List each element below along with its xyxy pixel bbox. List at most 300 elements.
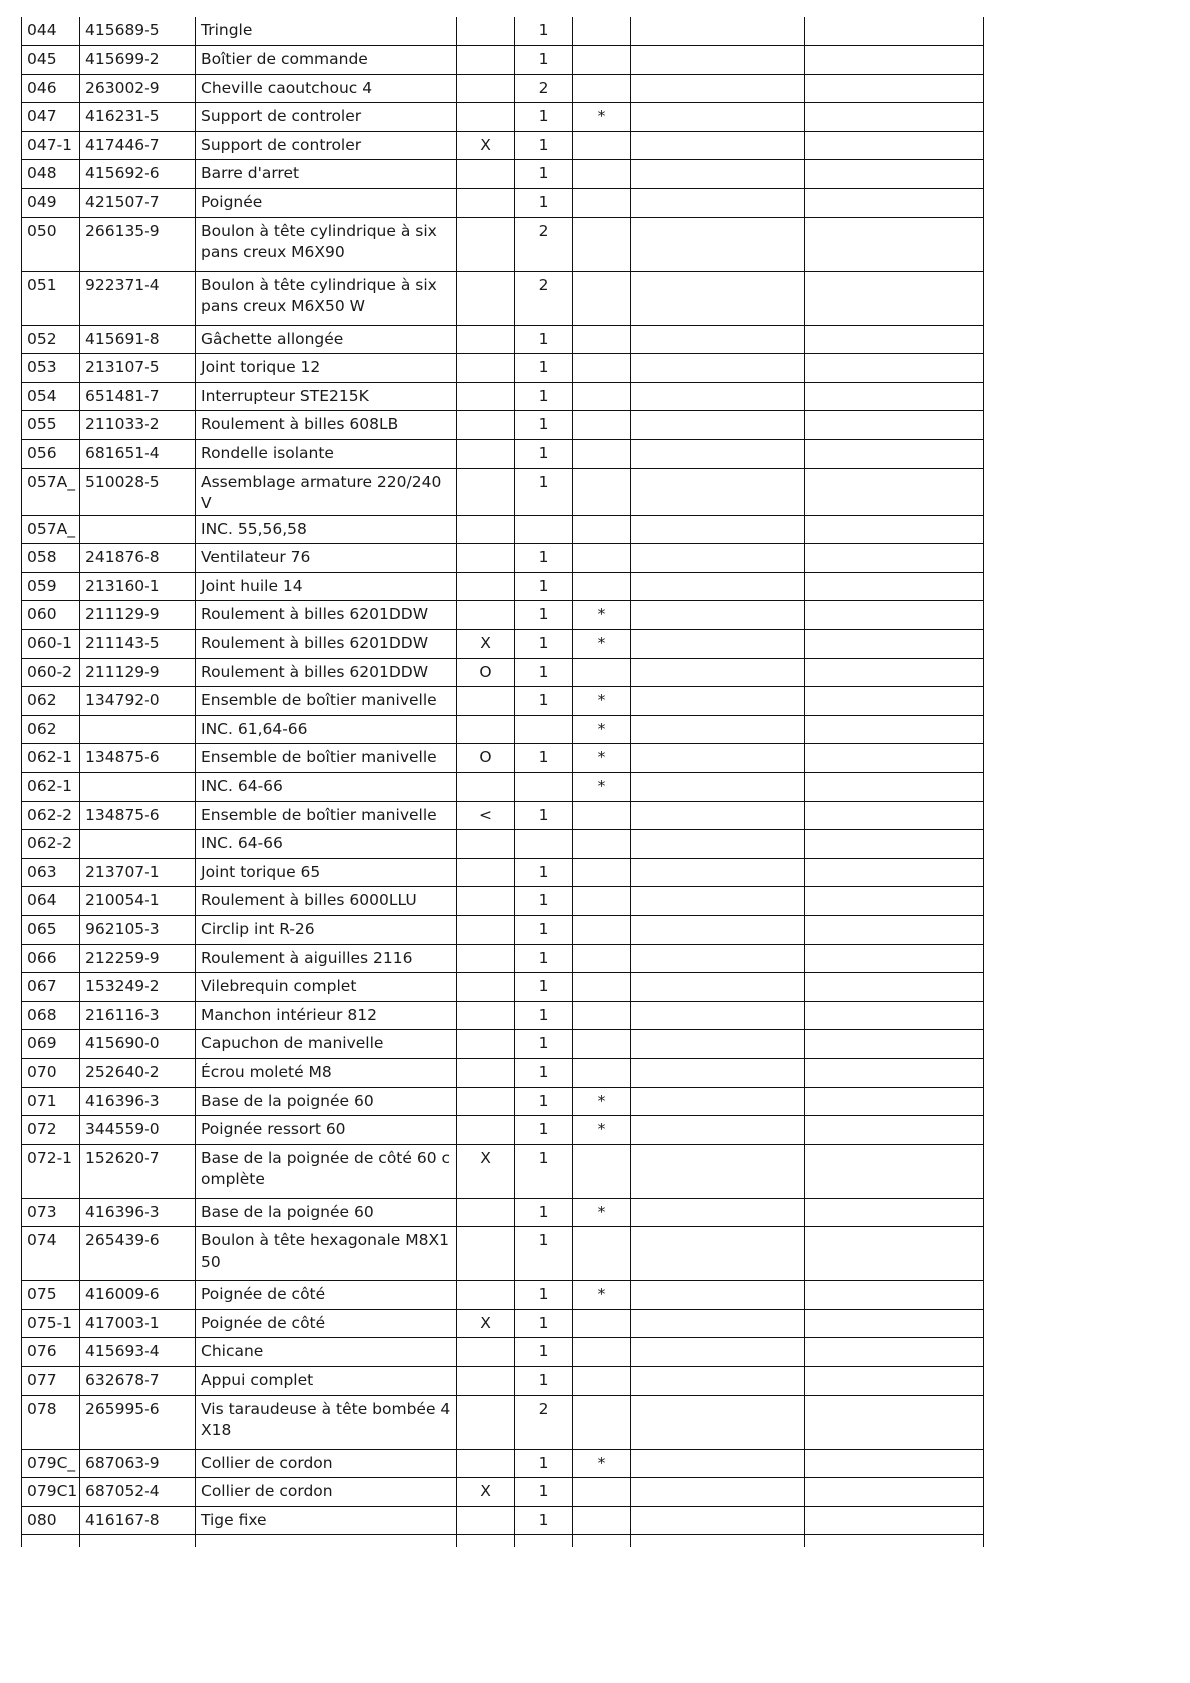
parts-table: [21, 17, 984, 1547]
note-mark-cell: [573, 944, 631, 973]
ref-number-cell: 060: [22, 601, 80, 630]
quantity-cell: 1: [515, 1309, 573, 1338]
blank-cell: [631, 271, 805, 325]
table-row: [22, 858, 984, 887]
description-cell: Écrou moleté M8: [196, 1058, 457, 1087]
variant-mark-cell: [457, 1087, 515, 1116]
blank-cell: [631, 1395, 805, 1449]
part-number-cell: 415692-6: [80, 160, 196, 189]
variant-mark-cell: [457, 1338, 515, 1367]
table-row: [22, 1367, 984, 1396]
variant-mark-cell: [457, 1058, 515, 1087]
variant-mark-cell: X: [457, 1309, 515, 1338]
part-number-cell: 415689-5: [80, 17, 196, 46]
note-mark-cell: [573, 1395, 631, 1449]
blank-cell: [805, 515, 984, 544]
variant-mark-cell: X: [457, 1478, 515, 1507]
variant-mark-cell: [457, 572, 515, 601]
quantity-cell: 1: [515, 915, 573, 944]
variant-mark-cell: [457, 944, 515, 973]
variant-mark-cell: [457, 189, 515, 218]
ref-number-cell: 053: [22, 354, 80, 383]
blank-cell: [805, 1449, 984, 1478]
table-row: [22, 687, 984, 716]
quantity-cell: [515, 515, 573, 544]
note-mark-cell: [573, 1367, 631, 1396]
blank-cell: [805, 1367, 984, 1396]
blank-cell: [805, 658, 984, 687]
description-cell: Assemblage armature 220/240V: [196, 468, 457, 515]
quantity-cell: 1: [515, 601, 573, 630]
blank-cell: [631, 382, 805, 411]
quantity-cell: 1: [515, 858, 573, 887]
ref-number-cell: 078: [22, 1395, 80, 1449]
note-mark-cell: [573, 1058, 631, 1087]
blank-cell: [805, 1116, 984, 1145]
parts-list-sheet: [21, 17, 984, 1547]
variant-mark-cell: O: [457, 658, 515, 687]
blank-cell: [631, 1058, 805, 1087]
note-mark-cell: *: [573, 715, 631, 744]
blank-cell: [631, 1198, 805, 1227]
description-cell: INC. 61,64-66: [196, 715, 457, 744]
variant-mark-cell: X: [457, 1144, 515, 1198]
blank-cell: [805, 1227, 984, 1281]
note-mark-cell: [573, 915, 631, 944]
ref-number-cell: 071: [22, 1087, 80, 1116]
variant-mark-cell: [457, 1030, 515, 1059]
variant-mark-cell: [457, 46, 515, 75]
blank-cell: [631, 440, 805, 469]
description-cell: Collier de cordon: [196, 1478, 457, 1507]
variant-mark-cell: [457, 1367, 515, 1396]
blank-cell: [805, 1395, 984, 1449]
quantity-cell: 1: [515, 1449, 573, 1478]
variant-mark-cell: [457, 973, 515, 1002]
description-cell: Poignée: [196, 189, 457, 218]
blank-cell: [805, 601, 984, 630]
part-number-cell: [80, 715, 196, 744]
quantity-cell: 1: [515, 440, 573, 469]
blank-cell: [631, 189, 805, 218]
quantity-cell: 1: [515, 103, 573, 132]
quantity-cell: 1: [515, 744, 573, 773]
blank-cell: [805, 46, 984, 75]
description-cell: Roulement à billes 6000LLU: [196, 887, 457, 916]
table-row: [22, 1087, 984, 1116]
blank-cell: [631, 630, 805, 659]
quantity-cell: 1: [515, 382, 573, 411]
table-row: [22, 1144, 984, 1198]
table-row: [22, 715, 984, 744]
table-row: [22, 17, 984, 46]
variant-mark-cell: [457, 217, 515, 271]
ref-number-cell: 062-2: [22, 801, 80, 830]
variant-mark-cell: X: [457, 131, 515, 160]
table-row: [22, 1227, 984, 1281]
blank-cell: [631, 1338, 805, 1367]
ref-number-cell: 048: [22, 160, 80, 189]
table-row: [22, 103, 984, 132]
ref-number-cell: 044: [22, 17, 80, 46]
table-row: [22, 1309, 984, 1338]
variant-mark-cell: [457, 17, 515, 46]
table-row: [22, 973, 984, 1002]
description-cell: Poignée ressort 60: [196, 1116, 457, 1145]
part-number-cell: 416167-8: [80, 1506, 196, 1535]
quantity-cell: 1: [515, 46, 573, 75]
description-cell: Boulon à tête hexagonale M8X150: [196, 1227, 457, 1281]
description-cell: Joint torique 12: [196, 354, 457, 383]
table-row: [22, 1395, 984, 1449]
note-mark-cell: [573, 515, 631, 544]
description-cell: Support de controler: [196, 103, 457, 132]
blank-cell: [805, 1001, 984, 1030]
description-cell: Roulement à billes 6201DDW: [196, 658, 457, 687]
note-mark-cell: [573, 189, 631, 218]
blank-cell: [631, 601, 805, 630]
table-row: [22, 630, 984, 659]
description-cell: Poignée de côté: [196, 1281, 457, 1310]
blank-cell: [805, 131, 984, 160]
variant-mark-cell: [457, 74, 515, 103]
description-cell: Ventilateur 76: [196, 544, 457, 573]
blank-cell: [631, 1087, 805, 1116]
variant-mark-cell: [457, 1281, 515, 1310]
quantity-cell: 1: [515, 630, 573, 659]
description-cell: Vilebrequin complet: [196, 973, 457, 1002]
description-cell: Base de la poignée 60: [196, 1087, 457, 1116]
ref-number-cell: 047: [22, 103, 80, 132]
part-number-cell: 212259-9: [80, 944, 196, 973]
note-mark-cell: [573, 887, 631, 916]
part-number-cell: 416231-5: [80, 103, 196, 132]
ref-number-cell: 075: [22, 1281, 80, 1310]
part-number-cell: 415693-4: [80, 1338, 196, 1367]
quantity-cell: 1: [515, 687, 573, 716]
note-mark-cell: [573, 271, 631, 325]
variant-mark-cell: [457, 382, 515, 411]
note-mark-cell: [573, 46, 631, 75]
note-mark-cell: *: [573, 1116, 631, 1145]
part-number-cell: 415690-0: [80, 1030, 196, 1059]
blank-cell: [631, 772, 805, 801]
description-cell: Barre d'arret: [196, 160, 457, 189]
ref-number-cell: 072-1: [22, 1144, 80, 1198]
variant-mark-cell: [457, 687, 515, 716]
ref-number-cell: 046: [22, 74, 80, 103]
ref-number-cell: 062: [22, 687, 80, 716]
quantity-cell: 1: [515, 1087, 573, 1116]
blank-cell: [805, 1309, 984, 1338]
blank-cell: [805, 411, 984, 440]
description-cell: INC. 64-66: [196, 772, 457, 801]
quantity-cell: [515, 830, 573, 859]
ref-number-cell: 076: [22, 1338, 80, 1367]
continuation-cell: [631, 1535, 805, 1547]
variant-mark-cell: X: [457, 630, 515, 659]
note-mark-cell: [573, 1478, 631, 1507]
note-mark-cell: *: [573, 1198, 631, 1227]
description-cell: Boîtier de commande: [196, 46, 457, 75]
table-row: [22, 944, 984, 973]
description-cell: Cheville caoutchouc 4: [196, 74, 457, 103]
note-mark-cell: *: [573, 103, 631, 132]
part-number-cell: 962105-3: [80, 915, 196, 944]
quantity-cell: 1: [515, 131, 573, 160]
table-row: [22, 1478, 984, 1507]
description-cell: Vis taraudeuse à tête bombée 4X18: [196, 1395, 457, 1449]
quantity-cell: 1: [515, 160, 573, 189]
part-number-cell: 415691-8: [80, 325, 196, 354]
blank-cell: [805, 744, 984, 773]
quantity-cell: 1: [515, 1116, 573, 1145]
blank-cell: [805, 572, 984, 601]
note-mark-cell: [573, 160, 631, 189]
part-number-cell: 134792-0: [80, 687, 196, 716]
table-row: [22, 1001, 984, 1030]
table-row: [22, 887, 984, 916]
note-mark-cell: [573, 1227, 631, 1281]
table-row: [22, 1506, 984, 1535]
blank-cell: [631, 887, 805, 916]
blank-cell: [631, 354, 805, 383]
ref-number-cell: 077: [22, 1367, 80, 1396]
quantity-cell: 1: [515, 1198, 573, 1227]
table-row: [22, 515, 984, 544]
quantity-cell: 1: [515, 325, 573, 354]
note-mark-cell: *: [573, 744, 631, 773]
blank-cell: [631, 1227, 805, 1281]
table-row: [22, 74, 984, 103]
ref-number-cell: 060-1: [22, 630, 80, 659]
variant-mark-cell: [457, 468, 515, 515]
quantity-cell: 1: [515, 544, 573, 573]
blank-cell: [805, 830, 984, 859]
blank-cell: [805, 1506, 984, 1535]
parts-table-body: [22, 17, 984, 1547]
blank-cell: [631, 103, 805, 132]
quantity-cell: 2: [515, 74, 573, 103]
part-number-cell: 421507-7: [80, 189, 196, 218]
note-mark-cell: [573, 544, 631, 573]
table-row: [22, 1116, 984, 1145]
description-cell: Appui complet: [196, 1367, 457, 1396]
variant-mark-cell: [457, 160, 515, 189]
blank-cell: [805, 354, 984, 383]
blank-cell: [631, 217, 805, 271]
ref-number-cell: 059: [22, 572, 80, 601]
blank-cell: [805, 189, 984, 218]
note-mark-cell: *: [573, 630, 631, 659]
table-row: [22, 382, 984, 411]
quantity-cell: 1: [515, 1506, 573, 1535]
description-cell: Circlip int R-26: [196, 915, 457, 944]
quantity-cell: 1: [515, 1030, 573, 1059]
note-mark-cell: [573, 1338, 631, 1367]
ref-number-cell: 075-1: [22, 1309, 80, 1338]
ref-number-cell: 069: [22, 1030, 80, 1059]
blank-cell: [805, 1087, 984, 1116]
ref-number-cell: 050: [22, 217, 80, 271]
quantity-cell: 1: [515, 1227, 573, 1281]
note-mark-cell: [573, 325, 631, 354]
part-number-cell: 153249-2: [80, 973, 196, 1002]
part-number-cell: 241876-8: [80, 544, 196, 573]
blank-cell: [805, 1281, 984, 1310]
part-number-cell: 417003-1: [80, 1309, 196, 1338]
note-mark-cell: [573, 1001, 631, 1030]
description-cell: Collier de cordon: [196, 1449, 457, 1478]
note-mark-cell: [573, 973, 631, 1002]
quantity-cell: 1: [515, 468, 573, 515]
blank-cell: [805, 382, 984, 411]
variant-mark-cell: [457, 544, 515, 573]
blank-cell: [805, 944, 984, 973]
blank-cell: [805, 1030, 984, 1059]
blank-cell: [805, 801, 984, 830]
part-number-cell: 211143-5: [80, 630, 196, 659]
note-mark-cell: [573, 830, 631, 859]
continuation-cell: [80, 1535, 196, 1547]
quantity-cell: [515, 772, 573, 801]
ref-number-cell: 049: [22, 189, 80, 218]
variant-mark-cell: [457, 515, 515, 544]
table-row: [22, 189, 984, 218]
blank-cell: [631, 1309, 805, 1338]
part-number-cell: 651481-7: [80, 382, 196, 411]
variant-mark-cell: [457, 1227, 515, 1281]
description-cell: Ensemble de boîtier manivelle: [196, 744, 457, 773]
part-number-cell: 687063-9: [80, 1449, 196, 1478]
part-number-cell: [80, 830, 196, 859]
quantity-cell: 1: [515, 411, 573, 440]
table-row: [22, 46, 984, 75]
ref-number-cell: 047-1: [22, 131, 80, 160]
table-row: [22, 601, 984, 630]
blank-cell: [805, 1058, 984, 1087]
part-number-cell: 263002-9: [80, 74, 196, 103]
note-mark-cell: [573, 354, 631, 383]
note-mark-cell: [573, 801, 631, 830]
description-cell: Poignée de côté: [196, 1309, 457, 1338]
table-row: [22, 160, 984, 189]
blank-cell: [631, 515, 805, 544]
blank-cell: [631, 973, 805, 1002]
note-mark-cell: [573, 1309, 631, 1338]
note-mark-cell: [573, 411, 631, 440]
description-cell: Base de la poignée 60: [196, 1198, 457, 1227]
part-number-cell: 681651-4: [80, 440, 196, 469]
variant-mark-cell: [457, 1395, 515, 1449]
ref-number-cell: 066: [22, 944, 80, 973]
table-row: [22, 658, 984, 687]
part-number-cell: 417446-7: [80, 131, 196, 160]
ref-number-cell: 058: [22, 544, 80, 573]
variant-mark-cell: [457, 440, 515, 469]
quantity-cell: 1: [515, 1144, 573, 1198]
variant-mark-cell: [457, 830, 515, 859]
blank-cell: [631, 572, 805, 601]
variant-mark-cell: [457, 103, 515, 132]
quantity-cell: 1: [515, 1001, 573, 1030]
table-row: [22, 744, 984, 773]
blank-cell: [631, 1116, 805, 1145]
blank-cell: [631, 325, 805, 354]
quantity-cell: 2: [515, 271, 573, 325]
part-number-cell: 687052-4: [80, 1478, 196, 1507]
blank-cell: [631, 801, 805, 830]
table-row: [22, 830, 984, 859]
continuation-cell: [196, 1535, 457, 1547]
part-number-cell: 252640-2: [80, 1058, 196, 1087]
part-number-cell: 152620-7: [80, 1144, 196, 1198]
ref-number-cell: 074: [22, 1227, 80, 1281]
variant-mark-cell: [457, 772, 515, 801]
variant-mark-cell: [457, 601, 515, 630]
quantity-cell: 1: [515, 189, 573, 218]
ref-number-cell: 057A_: [22, 515, 80, 544]
continuation-cell: [805, 1535, 984, 1547]
note-mark-cell: [573, 217, 631, 271]
blank-cell: [631, 944, 805, 973]
description-cell: Boulon à tête cylindrique à six pans creux M6X50 W: [196, 271, 457, 325]
table-row: [22, 440, 984, 469]
description-cell: Ensemble de boîtier manivelle: [196, 801, 457, 830]
table-row: [22, 1030, 984, 1059]
part-number-cell: 415699-2: [80, 46, 196, 75]
ref-number-cell: 060-2: [22, 658, 80, 687]
blank-cell: [805, 1478, 984, 1507]
quantity-cell: 1: [515, 1338, 573, 1367]
quantity-cell: 1: [515, 1367, 573, 1396]
part-number-cell: 211129-9: [80, 658, 196, 687]
blank-cell: [805, 160, 984, 189]
note-mark-cell: *: [573, 1449, 631, 1478]
ref-number-cell: 055: [22, 411, 80, 440]
ref-number-cell: 065: [22, 915, 80, 944]
part-number-cell: 210054-1: [80, 887, 196, 916]
blank-cell: [631, 131, 805, 160]
quantity-cell: 1: [515, 658, 573, 687]
part-number-cell: 510028-5: [80, 468, 196, 515]
note-mark-cell: [573, 658, 631, 687]
table-row: [22, 411, 984, 440]
variant-mark-cell: [457, 915, 515, 944]
ref-number-cell: 062-1: [22, 744, 80, 773]
note-mark-cell: [573, 858, 631, 887]
blank-cell: [631, 74, 805, 103]
blank-cell: [631, 17, 805, 46]
note-mark-cell: *: [573, 601, 631, 630]
ref-number-cell: 051: [22, 271, 80, 325]
variant-mark-cell: [457, 1198, 515, 1227]
blank-cell: [631, 160, 805, 189]
variant-mark-cell: [457, 1506, 515, 1535]
part-number-cell: 211033-2: [80, 411, 196, 440]
blank-cell: [805, 772, 984, 801]
ref-number-cell: 045: [22, 46, 80, 75]
table-row: [22, 572, 984, 601]
blank-cell: [631, 1281, 805, 1310]
ref-number-cell: 079C_: [22, 1449, 80, 1478]
ref-number-cell: 068: [22, 1001, 80, 1030]
description-cell: INC. 55,56,58: [196, 515, 457, 544]
description-cell: Support de controler: [196, 131, 457, 160]
continuation-cell: [573, 1535, 631, 1547]
quantity-cell: 1: [515, 1058, 573, 1087]
blank-cell: [631, 1144, 805, 1198]
